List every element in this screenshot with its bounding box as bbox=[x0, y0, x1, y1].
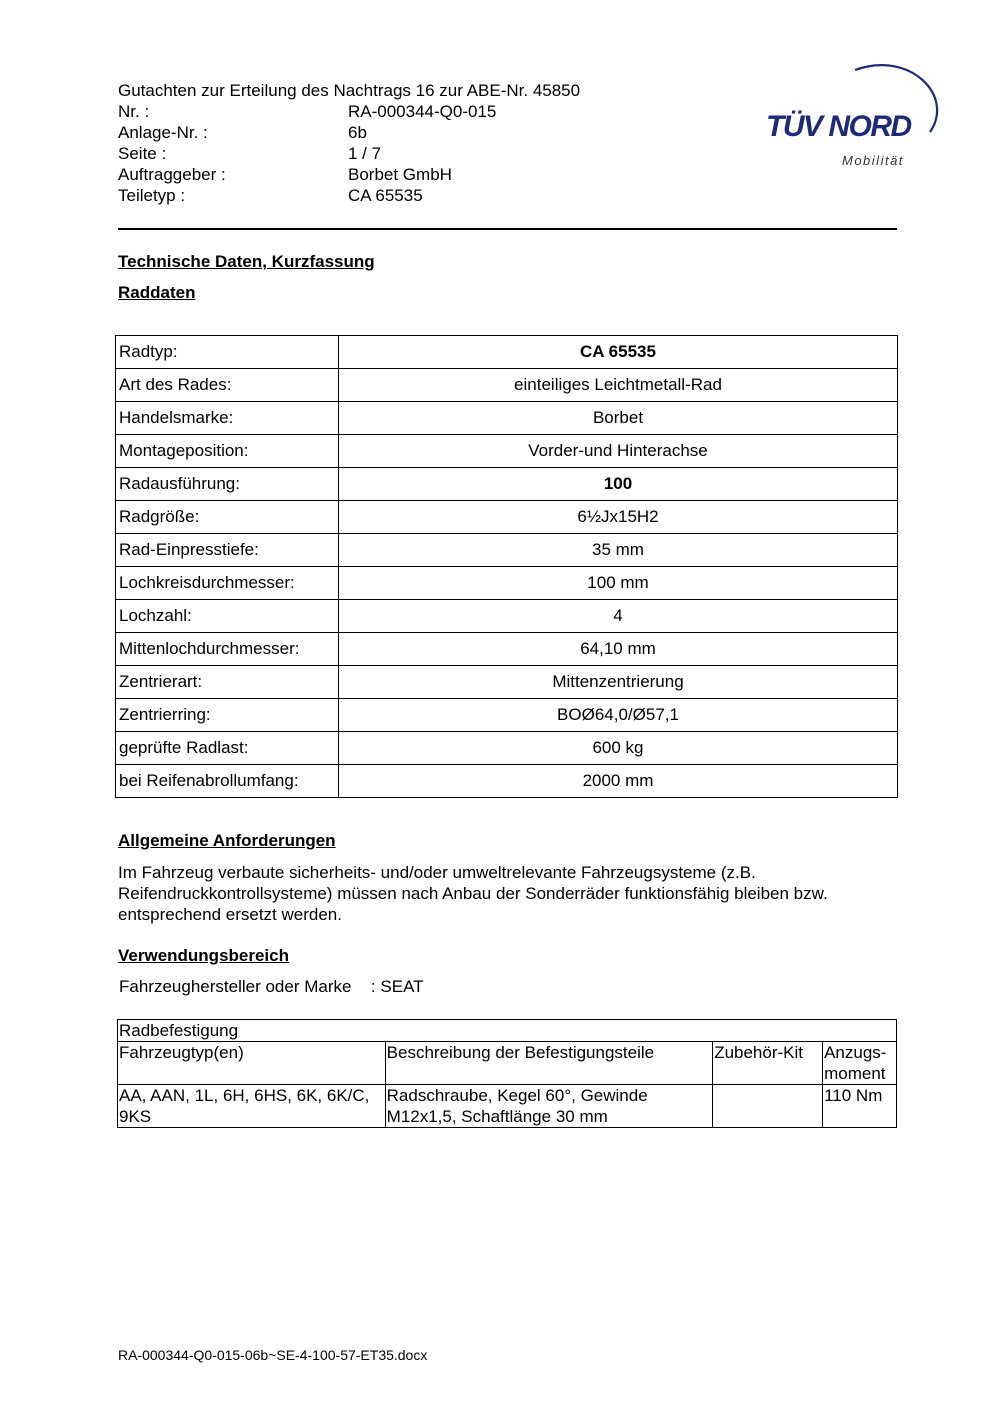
table-key: Art des Rades: bbox=[116, 369, 339, 402]
column-header: Fahrzeugtyp(en) bbox=[118, 1042, 386, 1085]
table-value: 64,10 mm bbox=[339, 633, 898, 666]
table-row bbox=[116, 600, 898, 633]
logo-text: TÜV NORD bbox=[766, 110, 911, 143]
table-value: 100 mm bbox=[339, 567, 898, 600]
table-value: 600 kg bbox=[339, 732, 898, 765]
table-key: Mittenlochdurchmesser: bbox=[116, 633, 339, 666]
table-key: bei Reifenabrollumfang: bbox=[116, 765, 339, 798]
column-header: Anzugs-moment bbox=[823, 1042, 897, 1085]
wheel-data-table bbox=[115, 335, 898, 798]
header-label: Anlage-Nr. : bbox=[118, 123, 208, 142]
header-value: CA 65535 bbox=[348, 186, 423, 205]
table-value: CA 65535 bbox=[339, 336, 898, 369]
header-label: Seite : bbox=[118, 144, 167, 163]
table-value: 35 mm bbox=[339, 534, 898, 567]
table-row bbox=[116, 534, 898, 567]
table-row bbox=[116, 468, 898, 501]
table-key: Zentrierring: bbox=[116, 699, 339, 732]
table-row bbox=[116, 633, 898, 666]
manufacturer-label: Fahrzeughersteller oder Marke bbox=[119, 977, 352, 996]
table-row bbox=[116, 699, 898, 732]
table-row bbox=[116, 666, 898, 699]
header-value: Borbet GmbH bbox=[348, 165, 452, 184]
table-title-row bbox=[118, 1020, 897, 1042]
header-label: Nr. : bbox=[118, 102, 150, 121]
table-cell: Radschraube, Kegel 60°, Gewinde M12x1,5, Schaftlänge 30 mm bbox=[385, 1085, 713, 1128]
table-row bbox=[116, 435, 898, 468]
table-value: 100 bbox=[339, 468, 898, 501]
table-key: Zentrierart: bbox=[116, 666, 339, 699]
heading-allgemeine-anforderungen: Allgemeine Anforderungen bbox=[118, 831, 336, 850]
table-row bbox=[116, 402, 898, 435]
table-value: einteiliges Leichtmetall-Rad bbox=[339, 369, 898, 402]
table-value: Borbet bbox=[339, 402, 898, 435]
document-title: Gutachten zur Erteilung des Nachtrags 16 zur ABE-Nr. 45850 bbox=[118, 81, 581, 100]
table-cell: 110 Nm bbox=[823, 1085, 897, 1128]
table-cell bbox=[713, 1085, 823, 1128]
footer-filename: RA-000344-Q0-015-06b~SE-4-100-57-ET35.docx bbox=[118, 1347, 428, 1363]
table-value: Vorder-und Hinterachse bbox=[339, 435, 898, 468]
heading-raddaten: Raddaten bbox=[118, 283, 196, 302]
table-row bbox=[116, 765, 898, 798]
fastening-table-title: Radbefestigung bbox=[118, 1020, 897, 1042]
fastening-table bbox=[117, 1019, 897, 1128]
logo-subtitle: Mobilität bbox=[842, 153, 904, 168]
column-header: Beschreibung der Befestigungsteile bbox=[385, 1042, 713, 1085]
table-key: Montageposition: bbox=[116, 435, 339, 468]
table-cell: AA, AAN, 1L, 6H, 6HS, 6K, 6K/C, 9KS bbox=[118, 1085, 386, 1128]
heading-technische-daten: Technische Daten, Kurzfassung bbox=[118, 252, 375, 271]
header-value: 6b bbox=[348, 123, 367, 142]
table-row bbox=[118, 1085, 897, 1128]
manufacturer-value: SEAT bbox=[380, 977, 424, 996]
table-key: Lochkreisdurchmesser: bbox=[116, 567, 339, 600]
table-value: BOØ64,0/Ø57,1 bbox=[339, 699, 898, 732]
table-key: Rad-Einpresstiefe: bbox=[116, 534, 339, 567]
table-value: Mittenzentrierung bbox=[339, 666, 898, 699]
table-value: 4 bbox=[339, 600, 898, 633]
table-row bbox=[116, 336, 898, 369]
header-value: RA-000344-Q0-015 bbox=[348, 102, 497, 121]
requirements-paragraph: Im Fahrzeug verbaute sicherheits- und/oder umweltrelevante Fahrzeugsysteme (z.B. Reifendruckkontrollsysteme) müssen nach Anbau der Sonderräder funktionsfähig bleiben bzw. entsprechend ersetzt werden. bbox=[118, 863, 828, 924]
header-value: 1 / 7 bbox=[348, 144, 382, 163]
table-row bbox=[116, 501, 898, 534]
manufacturer-line bbox=[119, 977, 424, 997]
manufacturer-separator: : bbox=[370, 977, 376, 996]
table-key: Radtyp: bbox=[116, 336, 339, 369]
header-label: Auftraggeber : bbox=[118, 165, 226, 184]
header-divider bbox=[118, 228, 897, 230]
table-row bbox=[116, 369, 898, 402]
column-header: Zubehör-Kit bbox=[713, 1042, 823, 1085]
table-row bbox=[116, 567, 898, 600]
logo-arc-icon bbox=[760, 56, 945, 176]
table-key: Radausführung: bbox=[116, 468, 339, 501]
table-value: 6½Jx15H2 bbox=[339, 501, 898, 534]
heading-verwendungsbereich: Verwendungsbereich bbox=[118, 946, 289, 965]
table-key: Handelsmarke: bbox=[116, 402, 339, 435]
table-row bbox=[116, 732, 898, 765]
table-key: Radgröße: bbox=[116, 501, 339, 534]
table-key: geprüfte Radlast: bbox=[116, 732, 339, 765]
table-key: Lochzahl: bbox=[116, 600, 339, 633]
table-value: 2000 mm bbox=[339, 765, 898, 798]
table-header-row bbox=[118, 1042, 897, 1085]
header-label: Teiletyp : bbox=[118, 186, 186, 205]
tuv-nord-logo bbox=[760, 56, 945, 176]
